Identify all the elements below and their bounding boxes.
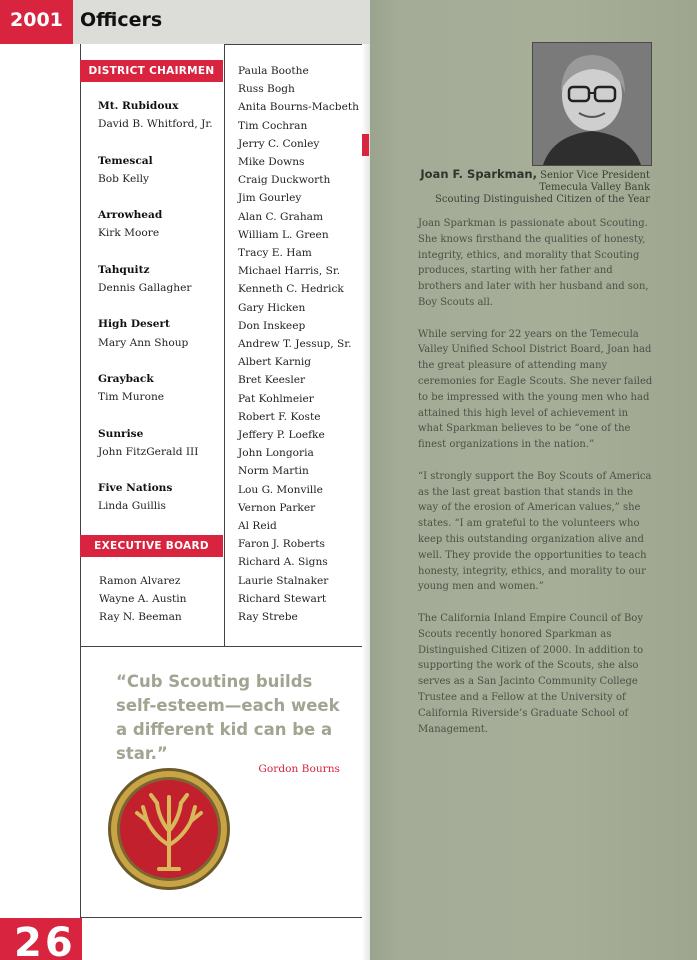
board-member: Albert Karnig bbox=[238, 356, 312, 369]
page-number-text: 26 bbox=[14, 920, 76, 960]
red-tick-mark bbox=[362, 134, 369, 156]
board-member: Kenneth C. Hedrick bbox=[238, 283, 344, 296]
quote-author: Gordon Bourns bbox=[258, 763, 340, 775]
portrait-photo bbox=[532, 42, 652, 166]
district-name: Grayback bbox=[98, 372, 154, 385]
board-member: Pat Kohlmeier bbox=[238, 392, 314, 405]
district-name: Sunrise bbox=[98, 427, 144, 440]
district-entry bbox=[98, 370, 222, 406]
district-chairman: David B. Whitford, Jr. bbox=[98, 118, 213, 131]
board-member: Michael Harris, Sr. bbox=[238, 265, 341, 278]
board-member: Mike Downs bbox=[238, 156, 305, 169]
district-name: Temescal bbox=[98, 154, 153, 167]
district-chairman: Tim Murone bbox=[98, 391, 165, 404]
page-number bbox=[0, 918, 82, 960]
board-member: John Longoria bbox=[238, 447, 314, 460]
district-chairman: John FitzGerald III bbox=[98, 445, 199, 458]
board-member: Paula Boothe bbox=[238, 65, 309, 77]
board-member: Anita Bourns-Macbeth bbox=[238, 101, 359, 114]
board-member: Ray Strebe bbox=[238, 611, 298, 624]
board-member: Alan C. Graham bbox=[238, 210, 324, 223]
profile-title-line3: Scouting Distinguished Citizen of the Year bbox=[435, 194, 650, 205]
frame-line bbox=[224, 44, 363, 45]
frame-line bbox=[80, 646, 363, 647]
frame-line bbox=[224, 44, 225, 646]
board-member: Vernon Parker bbox=[238, 501, 316, 514]
board-member: Gary Hicken bbox=[238, 301, 306, 314]
district-chairmen-heading: DISTRICT CHAIRMEN bbox=[80, 60, 223, 82]
spine-shadow bbox=[362, 44, 370, 960]
district-chairman: Bob Kelly bbox=[98, 172, 149, 185]
profile-paragraph: Joan Sparkman is passionate about Scouting. She knows firsthand the qualities of honesty, integrity, ethics, and morality that Scouting produces, starting with her father and brothers and later with her husband and son, Boy Scouts all. bbox=[418, 218, 649, 308]
frame-line bbox=[80, 917, 363, 918]
district-name: Mt. Rubidoux bbox=[98, 100, 179, 112]
district-chairman: Linda Guillis bbox=[98, 500, 166, 513]
board-member: Richard Stewart bbox=[238, 592, 327, 605]
district-chairman: Dennis Gallagher bbox=[98, 281, 192, 294]
board-member: Ray N. Beeman bbox=[99, 611, 182, 624]
profile-paragraph: The California Inland Empire Council of Boy Scouts recently honored Sparkman as Distinguished Citizen of 2000. In addition to supporting the work of the Scouts, she also serves as a San Jacinto Community College Trustee and a Fellow at the University of California Riverside’s Graduate School of Management. bbox=[418, 612, 644, 735]
board-member: Russ Bogh bbox=[238, 83, 295, 96]
district-entry bbox=[98, 206, 222, 242]
district-entry bbox=[98, 479, 222, 515]
board-member: Norm Martin bbox=[238, 465, 309, 478]
executive-board-list-col1 bbox=[99, 572, 187, 627]
board-member: William L. Green bbox=[238, 228, 329, 241]
district-entry bbox=[98, 261, 222, 297]
board-member: Tim Cochran bbox=[238, 119, 308, 132]
board-member: Robert F. Koste bbox=[238, 410, 321, 423]
board-member: Don Inskeep bbox=[238, 319, 306, 332]
executive-board-heading: EXECUTIVE BOARD bbox=[80, 535, 223, 557]
board-member: Laurie Stalnaker bbox=[238, 574, 329, 587]
district-entry bbox=[98, 315, 222, 351]
board-member: Tracy E. Ham bbox=[238, 247, 312, 260]
board-member: Jeffery P. Loefke bbox=[238, 429, 325, 442]
board-member: Ramon Alvarez bbox=[99, 575, 181, 587]
profile-paragraph: “I strongly support the Boy Scouts of America as the last great bastion that stands in the way of the erosion of American values,” she states. “I am grateful to the volunteers who keep this outstanding organization alive and well. They provide the opportunities to teach honesty, integrity, ethics, and morality to our young men and women.” bbox=[418, 470, 652, 593]
profile-title-line2: Temecula Valley Bank bbox=[539, 182, 650, 193]
board-member: Al Reid bbox=[238, 520, 277, 533]
district-name: Arrowhead bbox=[98, 209, 163, 222]
district-entry bbox=[98, 152, 222, 188]
district-chairman: Kirk Moore bbox=[98, 227, 160, 240]
portrait-person-icon bbox=[533, 43, 651, 165]
frame-line bbox=[80, 44, 81, 918]
year-label: 2001 bbox=[10, 9, 63, 31]
profile-paragraph: While serving for 22 years on the Temecula Valley Unified School District Board, Joan had the great pleasure of attending many ceremonies for Eagle Scouts. She never failed to be impressed with the young men who had attained this high level of achievement in what Sparkman believes to be “one of the finest organizations in the nation.” bbox=[418, 328, 653, 451]
year-box bbox=[0, 0, 73, 44]
profile-name: Joan F. Sparkman, bbox=[420, 167, 537, 181]
profile-body bbox=[418, 216, 654, 753]
district-chairmen-list bbox=[98, 97, 222, 534]
board-member: Bret Keesler bbox=[238, 374, 306, 387]
district-name: Five Nations bbox=[98, 482, 173, 495]
district-entry bbox=[98, 97, 222, 133]
board-member: Craig Duckworth bbox=[238, 174, 331, 187]
cub-scout-tree-patch-icon bbox=[107, 767, 231, 891]
board-member: Jim Gourley bbox=[238, 192, 302, 205]
board-member: Lou G. Monville bbox=[238, 483, 323, 496]
district-chairman: Mary Ann Shoup bbox=[98, 336, 189, 349]
district-name: Tahquitz bbox=[98, 263, 150, 276]
board-member: Wayne A. Austin bbox=[99, 593, 187, 606]
board-member: Andrew T. Jessup, Sr. bbox=[238, 338, 352, 351]
district-entry bbox=[98, 425, 222, 461]
board-member: Richard A. Signs bbox=[238, 556, 328, 569]
profile-title-line1: Senior Vice President bbox=[540, 170, 650, 181]
pull-quote: “Cub Scouting builds self-esteem—each week a different kid can be a star.” bbox=[116, 672, 340, 763]
profile-caption bbox=[400, 168, 650, 206]
board-member: Jerry C. Conley bbox=[238, 137, 320, 150]
executive-board-list-col2 bbox=[238, 62, 359, 626]
page-title: Officers bbox=[80, 9, 163, 31]
board-member: Faron J. Roberts bbox=[238, 538, 325, 551]
district-name: High Desert bbox=[98, 318, 170, 331]
